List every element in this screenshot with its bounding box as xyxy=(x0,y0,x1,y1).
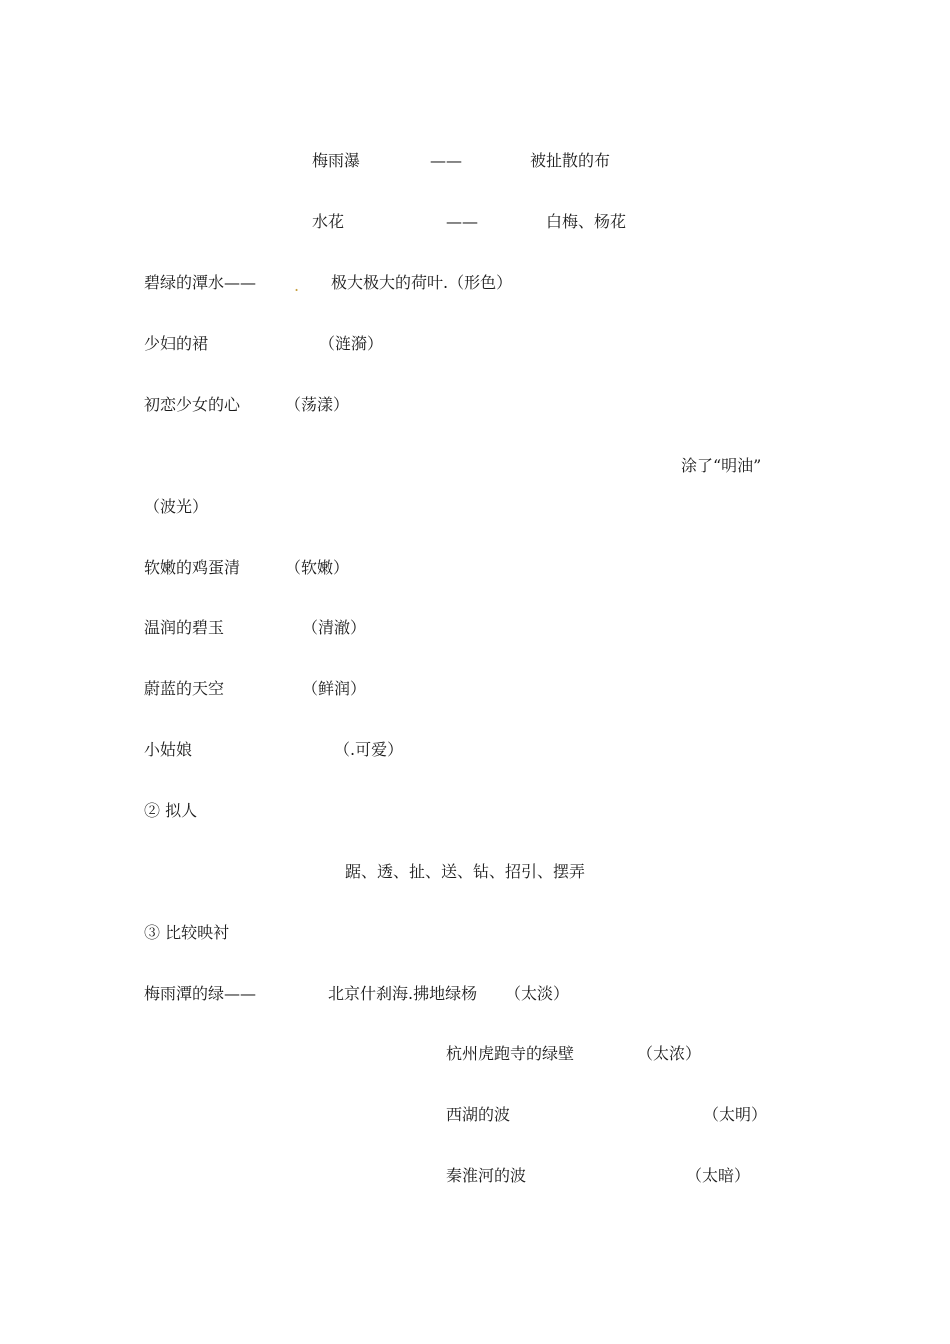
annotation-ripple: （涟漪） xyxy=(319,334,384,353)
dash: —— xyxy=(430,151,462,170)
metaphor-blue-sky: 蔚蓝的天空 xyxy=(144,679,225,698)
dash: —— xyxy=(446,212,478,231)
contrast-west-lake-wave: 西湖的波 xyxy=(446,1105,511,1124)
contrast-subject-meiyu-green: 梅雨潭的绿—— xyxy=(144,984,257,1003)
annotation-rippling: （荡漾） xyxy=(285,395,350,414)
stray-mark: . xyxy=(294,276,300,295)
section-heading-personification: ② 拟人 xyxy=(144,801,198,820)
metaphor-target-lotus-leaf: 极大极大的荷叶.（形色） xyxy=(331,273,513,292)
metaphor-source-plum-rain-fall: 梅雨瀑 xyxy=(312,151,361,170)
annotation-lovely: （.可爱） xyxy=(334,740,404,759)
annotation-clear: （清澈） xyxy=(302,618,367,637)
metaphor-jade: 温润的碧玉 xyxy=(144,618,225,637)
annotation-soft: （软嫩） xyxy=(285,558,350,577)
metaphor-target-plum-catkin: 白梅、杨花 xyxy=(546,212,627,231)
personification-verbs: 踞、透、扯、送、钻、招引、摆弄 xyxy=(345,862,586,881)
metaphor-target-torn-cloth: 被扯散的布 xyxy=(530,151,611,170)
contrast-qinhuai-river-wave: 秦淮河的波 xyxy=(446,1166,527,1185)
annotation-too-dense: （太浓） xyxy=(637,1044,702,1063)
metaphor-source-green-pool: 碧绿的潭水—— xyxy=(144,273,257,292)
annotation-fresh: （鲜润） xyxy=(302,679,367,698)
metaphor-young-wife-skirt: 少妇的裙 xyxy=(144,334,209,353)
contrast-hupao-temple-wall: 杭州虎跑寺的绿壁 xyxy=(446,1044,575,1063)
annotation-too-light: （太淡） xyxy=(505,984,570,1003)
metaphor-little-girl: 小姑娘 xyxy=(144,740,193,759)
annotation-glimmer: （波光） xyxy=(144,497,209,516)
metaphor-egg-white: 软嫩的鸡蛋清 xyxy=(144,558,241,577)
annotation-too-dark: （太暗） xyxy=(686,1166,751,1185)
contrast-shichahai-willow: 北京什刹海.拂地绿杨 xyxy=(328,984,478,1003)
annotation-too-bright: （太明） xyxy=(703,1105,768,1124)
section-heading-contrast: ③ 比较映衬 xyxy=(144,923,230,942)
metaphor-maiden-heart: 初恋少女的心 xyxy=(144,395,241,414)
metaphor-bright-oil: 涂了“明油” xyxy=(681,456,762,475)
metaphor-source-spray: 水花 xyxy=(312,212,345,231)
